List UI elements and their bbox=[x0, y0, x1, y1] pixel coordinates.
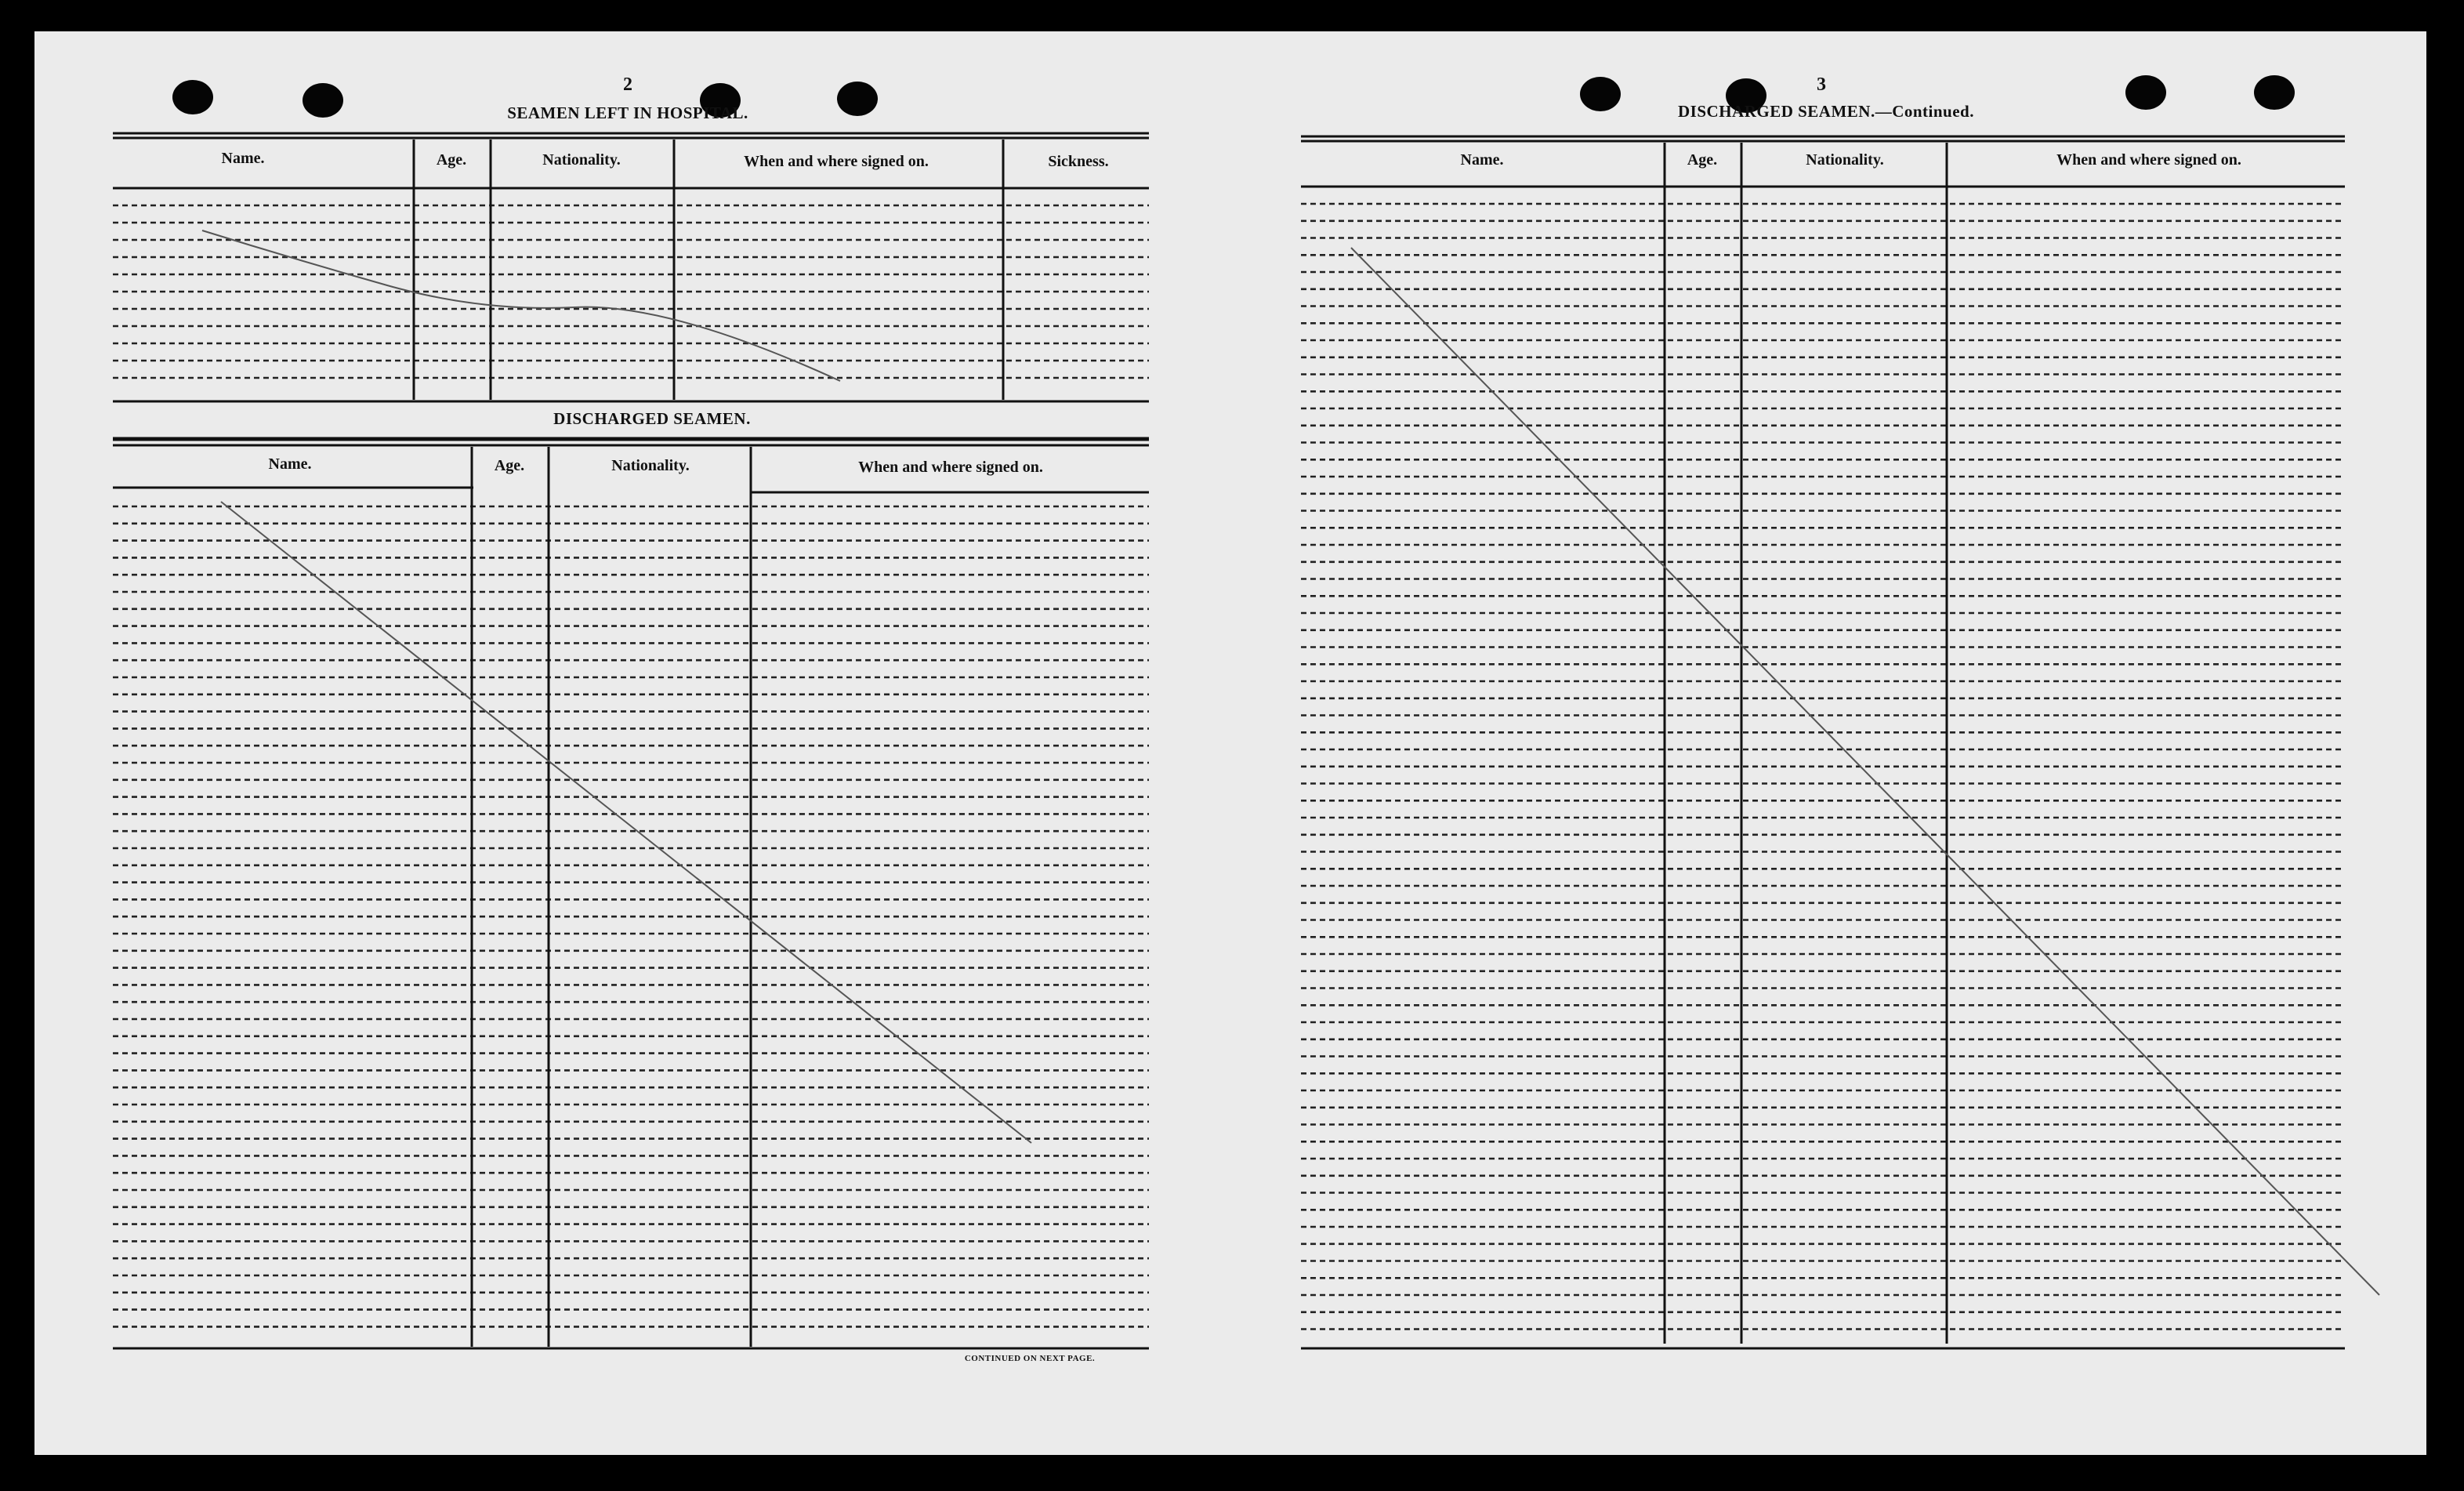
continued-col-age: Age. bbox=[1687, 151, 1718, 169]
discharged-col-name: Name. bbox=[268, 455, 312, 473]
discharged-col-nationality: Nationality. bbox=[611, 457, 690, 474]
punch-hole bbox=[1580, 77, 1621, 111]
continued-note: CONTINUED ON NEXT PAGE. bbox=[964, 1354, 1096, 1363]
punch-hole bbox=[2125, 75, 2166, 110]
continued-col-nationality: Nationality. bbox=[1806, 151, 1884, 169]
pencil-strike-hospital bbox=[202, 230, 840, 381]
hospital-col-sickness: Sickness. bbox=[1048, 153, 1109, 170]
punch-hole bbox=[303, 83, 343, 118]
continued-col-when-where: When and where signed on. bbox=[2056, 151, 2241, 169]
punch-hole bbox=[172, 80, 213, 114]
page-number-right: 3 bbox=[1817, 74, 1826, 95]
punch-hole bbox=[2254, 75, 2295, 110]
punch-hole bbox=[837, 82, 878, 116]
page-number-left: 2 bbox=[623, 74, 632, 95]
continued-col-name: Name. bbox=[1460, 151, 1504, 169]
hospital-col-when-where: When and where signed on. bbox=[744, 153, 929, 170]
pencil-strike-discharged bbox=[221, 502, 1031, 1143]
hospital-section-title: SEAMEN LEFT IN HOSPITAL. bbox=[507, 103, 748, 122]
discharged-col-age: Age. bbox=[494, 457, 525, 474]
form-rules bbox=[34, 31, 2426, 1455]
hospital-col-nationality: Nationality. bbox=[542, 151, 621, 169]
hospital-col-age: Age. bbox=[436, 151, 467, 169]
hospital-col-name: Name. bbox=[221, 150, 265, 167]
pencil-strike-continued bbox=[1351, 248, 2379, 1295]
discharged-continued-title: DISCHARGED SEAMEN.—Continued. bbox=[1678, 102, 1974, 121]
discharged-col-when-where: When and where signed on. bbox=[858, 459, 1043, 476]
discharged-section-title: DISCHARGED SEAMEN. bbox=[553, 409, 751, 428]
form-spread bbox=[34, 31, 2426, 1455]
